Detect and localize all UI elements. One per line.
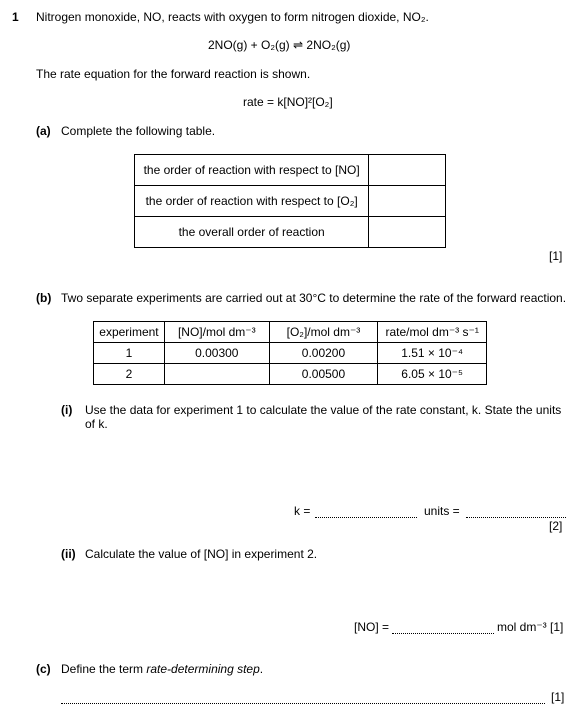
part-b-ii-prompt: Calculate the value of [NO] in experiment 2. <box>85 547 318 561</box>
header-no-conc: [NO]/mol dm⁻³ <box>164 322 269 343</box>
part-a-marks: [1] <box>549 249 563 263</box>
table-cell: 1.51 × 10⁻⁴ <box>378 343 487 364</box>
header-rate: rate/mol dm⁻³ s⁻¹ <box>378 322 487 343</box>
header-experiment: experiment <box>94 322 165 343</box>
units-label: units = <box>424 504 460 518</box>
reaction-equation: 2NO(g) + O₂(g) ⇌ 2NO₂(g) <box>208 38 351 52</box>
part-a-prompt: Complete the following table. <box>61 124 216 138</box>
part-c-prompt-prefix: Define the term <box>61 662 147 676</box>
part-b-i-prompt-line2: of k. <box>85 417 108 431</box>
order-label-o2: the order of reaction with respect to [O₂] <box>135 186 369 217</box>
part-a-label: (a) <box>36 124 51 138</box>
part-b-ii-label: (ii) <box>61 547 76 561</box>
rate-equation-intro: The rate equation for the forward reaction is shown. <box>36 67 311 81</box>
order-table <box>134 154 446 248</box>
no-answer-units: mol dm⁻³ <box>497 620 547 634</box>
part-c-term: rate-determining step <box>146 662 260 676</box>
part-b-label: (b) <box>36 291 52 305</box>
part-c-label: (c) <box>36 662 51 676</box>
table-cell: 0.00200 <box>269 343 378 364</box>
table-cell: 0.00500 <box>269 364 378 385</box>
table-cell <box>164 364 269 385</box>
order-label-overall: the overall order of reaction <box>135 217 369 248</box>
header-o2-conc: [O₂]/mol dm⁻³ <box>269 322 378 343</box>
part-b-prompt: Two separate experiments are carried out at 30°C to determine the rate of the forward reaction. <box>61 291 567 305</box>
table-cell: 0.00300 <box>164 343 269 364</box>
definition-answer-line[interactable] <box>61 691 545 704</box>
part-c-marks: [1] <box>551 690 565 704</box>
no-answer-label: [NO] = <box>354 620 390 634</box>
table-row <box>94 343 487 364</box>
k-answer-line[interactable] <box>315 505 417 518</box>
table-cell: 2 <box>94 364 165 385</box>
rate-equation: rate = k[NO]²[O₂] <box>243 95 333 109</box>
table-cell: 6.05 × 10⁻⁵ <box>378 364 487 385</box>
table-cell: 1 <box>94 343 165 364</box>
order-answer-o2[interactable] <box>369 186 446 217</box>
question-intro: Nitrogen monoxide, NO, reacts with oxygen to form nitrogen dioxide, NO₂. <box>36 10 429 24</box>
part-b-i-label: (i) <box>61 403 73 417</box>
part-c-prompt <box>61 662 263 676</box>
order-answer-no[interactable] <box>369 155 446 186</box>
part-b-i-marks: [2] <box>549 519 563 533</box>
part-b-i-prompt-line1: Use the data for experiment 1 to calculate the value of the rate constant, k. State the units <box>85 403 562 417</box>
table-row <box>94 364 487 385</box>
order-label-no: the order of reaction with respect to [NO] <box>135 155 369 186</box>
no-answer-line[interactable] <box>392 621 494 634</box>
order-answer-overall[interactable] <box>369 217 446 248</box>
k-label: k = <box>294 504 311 518</box>
part-b-ii-marks: [1] <box>550 620 564 634</box>
units-answer-line[interactable] <box>466 505 566 518</box>
part-c-prompt-suffix: . <box>259 662 264 676</box>
experiment-table <box>93 321 487 385</box>
question-number: 1 <box>12 10 19 24</box>
